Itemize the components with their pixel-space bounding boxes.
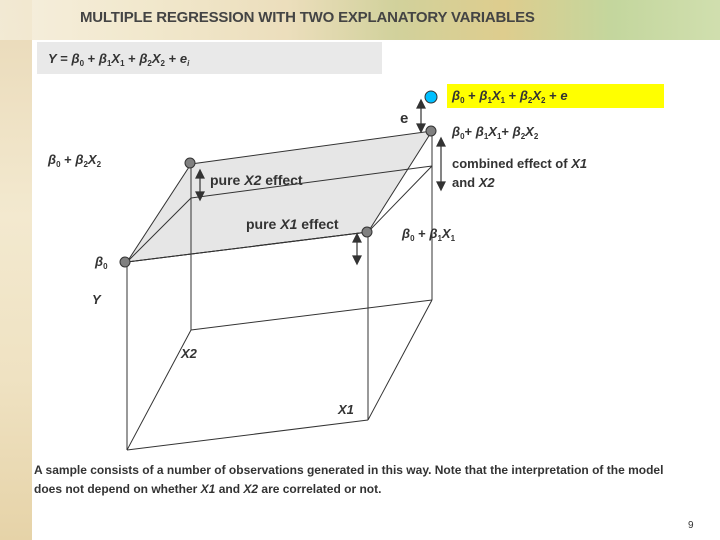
beta0-label: $\beta_0$: [95, 254, 108, 271]
page-number: 9: [688, 520, 694, 531]
error-arrow: [417, 100, 425, 132]
beta0-beta2x2-point: [185, 158, 195, 168]
axis-y-label: Y: [92, 292, 101, 307]
full-model-label: $\beta_0 + \beta_1X_1 + \beta_2X_2 + e$: [452, 88, 568, 105]
combined-effect-label: combined effect of X1 and X2: [452, 156, 588, 190]
fitted-value-label: $\beta_0+ \beta_1X_1+ \beta_2X_2$: [452, 124, 539, 141]
box-front-bottom: [127, 420, 368, 450]
combined-effect-arrow: [437, 138, 445, 190]
eq-y: Y: [48, 51, 57, 66]
beta0-beta2x2-label: $\beta_0 + \beta_2X_2$: [48, 152, 102, 169]
beta0-beta1x1-label: $\beta_0 + \beta_1X_1$: [402, 226, 456, 243]
regression-plane: [127, 131, 432, 262]
fitted-point: [426, 126, 436, 136]
pure-x1-effect-label: pure X1 effect: [246, 216, 339, 232]
footer-note: A sample consists of a number of observations generated in this way. Note that the interpretation of the model does not depend on whether X1 and X2 are correlated or not.: [34, 463, 664, 496]
beta0-beta1x1-point: [362, 227, 372, 237]
pure-x2-effect-label: pure X2 effect: [210, 172, 303, 188]
observation-point: [425, 91, 437, 103]
pure-x1-effect-arrow: [353, 234, 361, 264]
box-back-bottom: [191, 300, 432, 330]
slide-title: MULTIPLE REGRESSION WITH TWO EXPLANATORY VARIABLES: [80, 9, 535, 26]
e-label: e: [400, 110, 409, 127]
model-equation: $Y = \beta_0 + \beta_1X_1 + \beta_2X_2 + e_i$: [48, 51, 190, 68]
axis-x1-label: X1: [338, 402, 354, 417]
beta0-point: [120, 257, 130, 267]
axis-x2-label: X2: [181, 346, 197, 361]
box-bottom-right: [368, 300, 432, 420]
